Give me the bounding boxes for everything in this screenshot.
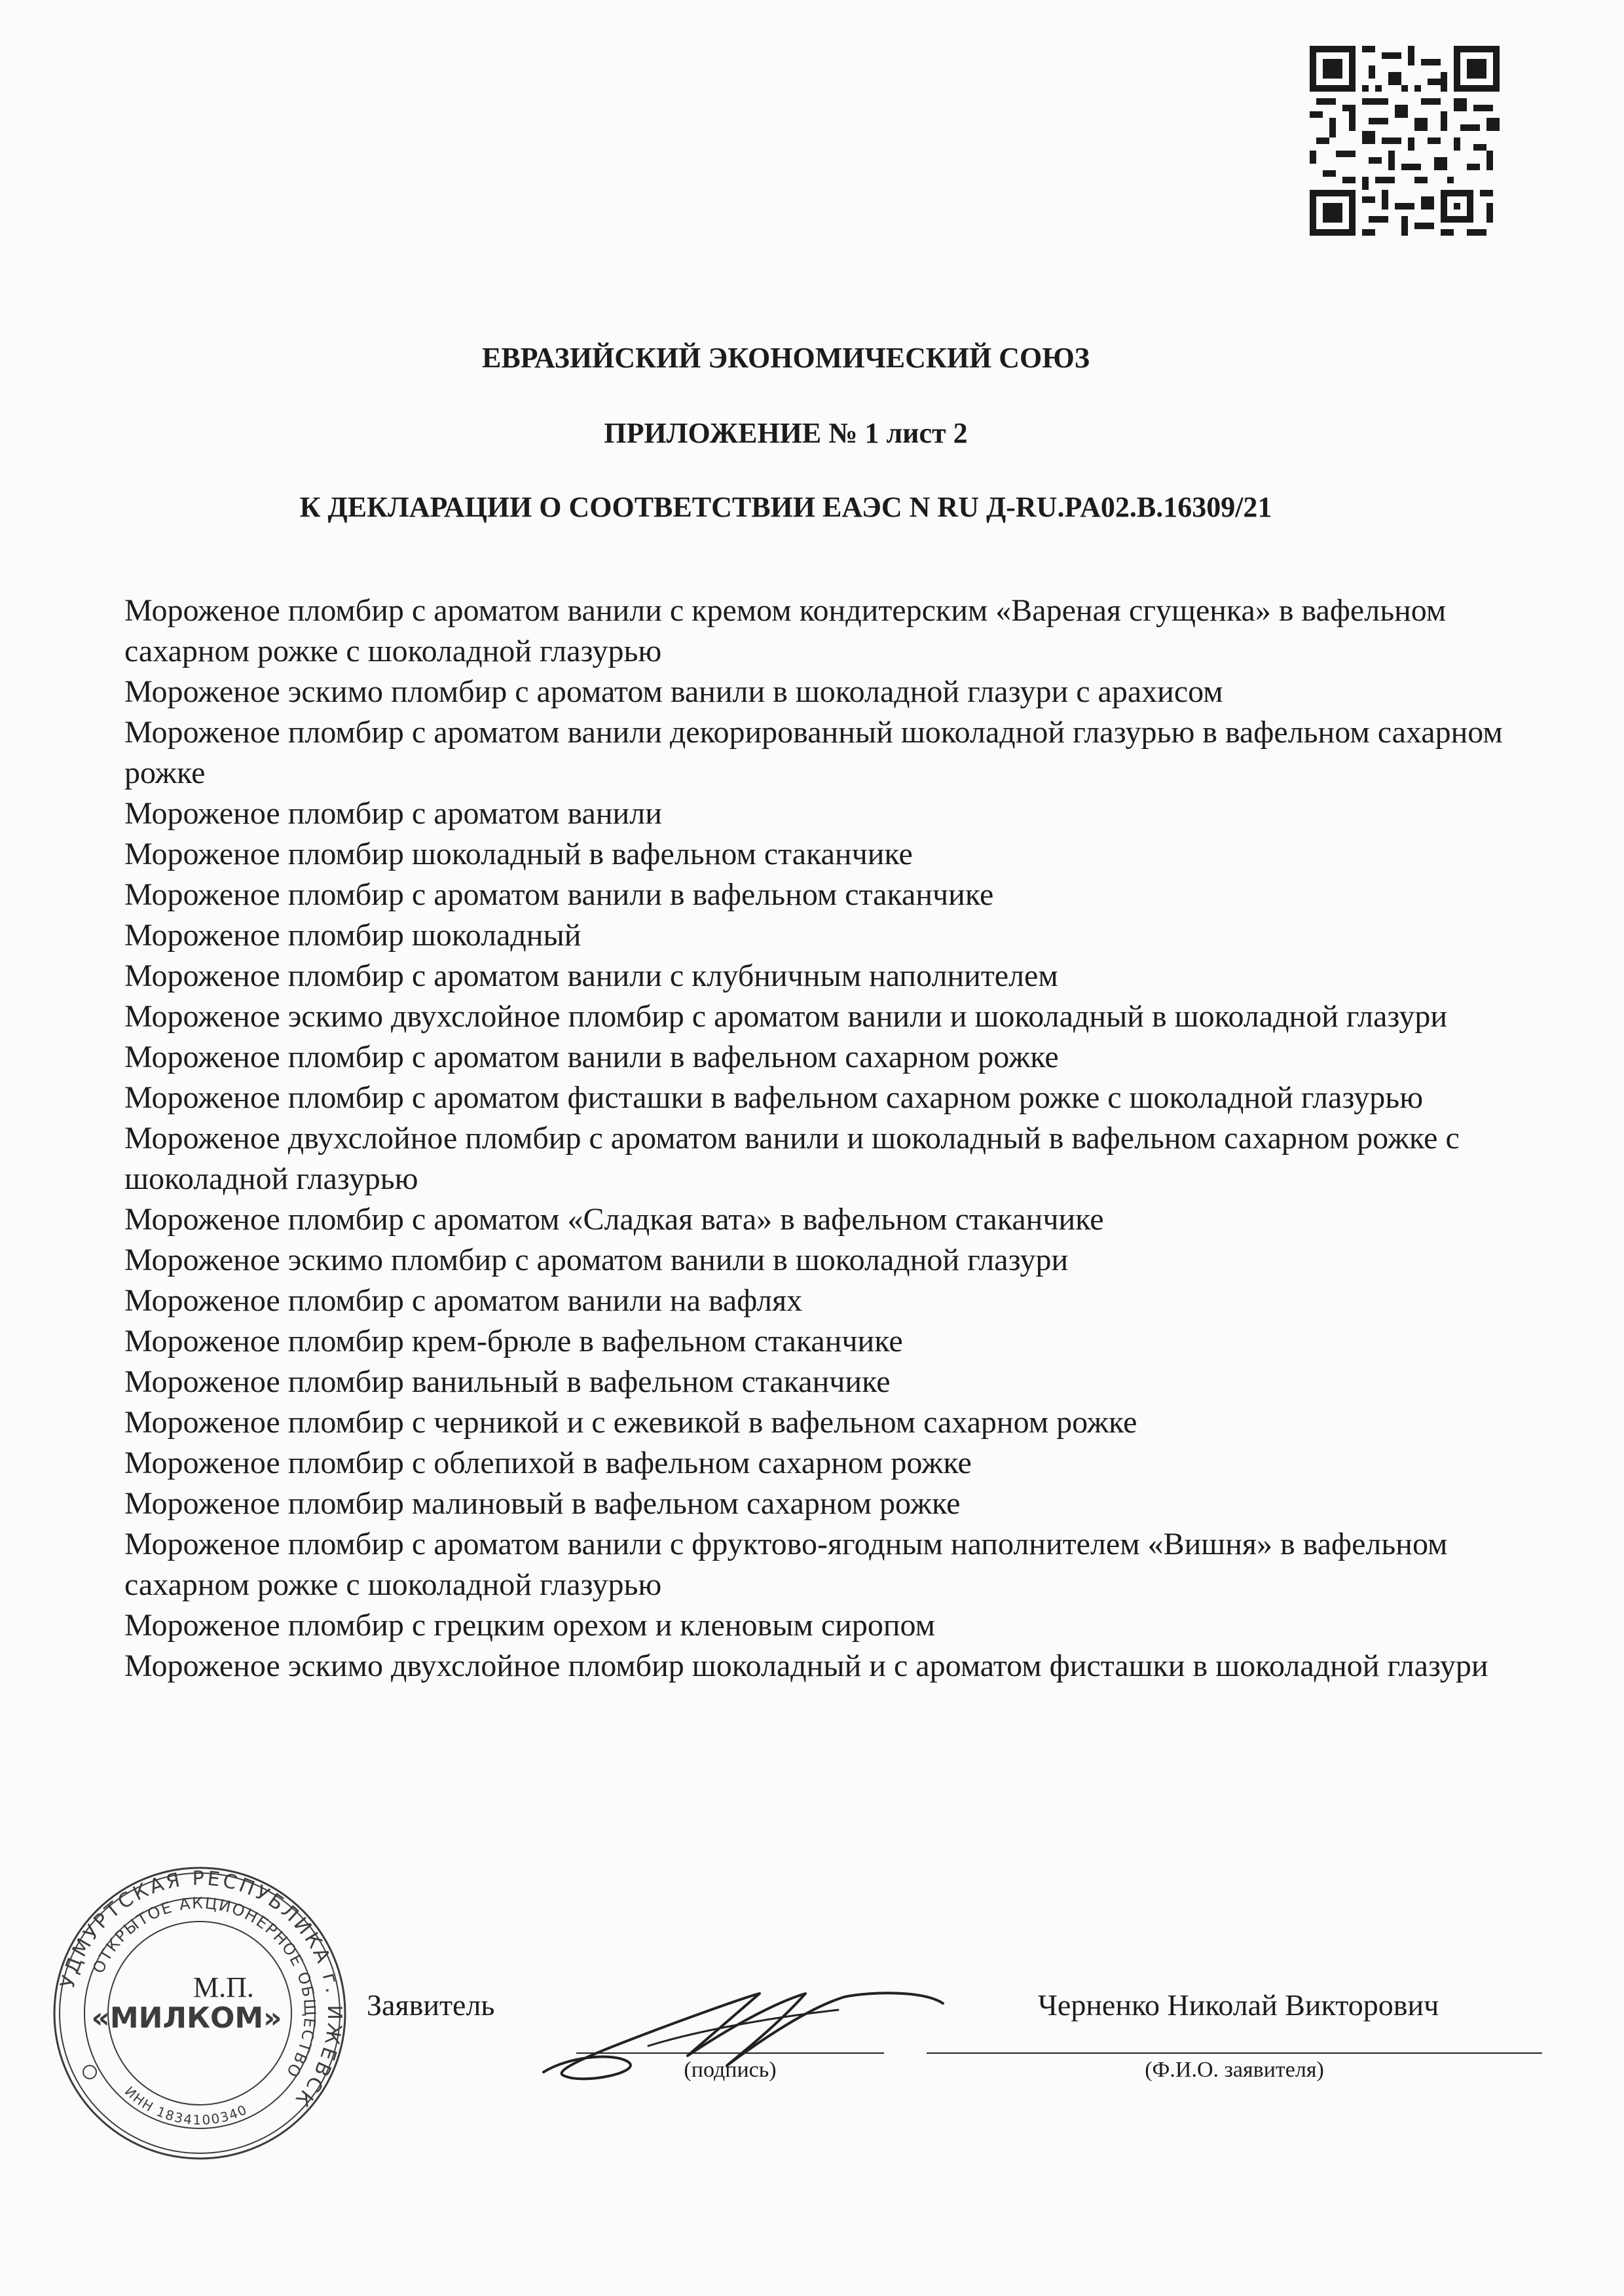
declaration-title: К ДЕКЛАРАЦИИ О СООТВЕТСТВИИ ЕАЭС N RU Д-RU.PA02.B.16309/21 — [299, 491, 1272, 523]
product-item: Мороженое эскимо двухслойное пломбир с ароматом ванили и шоколадный в шоколадной глазури — [124, 999, 1448, 1034]
applicant-name: Черненко Николай Викторович — [1038, 1988, 1439, 2022]
product-item: Мороженое пломбир с ароматом ванили — [124, 796, 662, 831]
product-item: Мороженое пломбир шоколадный — [124, 918, 581, 953]
product-item: Мороженое пломбир малиновый в вафельном сахарном рожке — [124, 1486, 961, 1521]
product-item: Мороженое двухслойное пломбир с ароматом ванили и шоколадный в вафельном сахарном рожке с шоколадной глазурью — [124, 1121, 1460, 1196]
registered-mark-icon — [83, 2066, 96, 2079]
product-item: Мороженое пломбир с ароматом ванили декорированный шоколадной глазурью в вафельном сахарном рожке — [124, 715, 1503, 790]
stamp-outer-text: УДМУРТСКАЯ РЕСПУБЛИКА г. ИЖЕВСК — [56, 1867, 346, 2113]
signature-line — [576, 2052, 884, 2054]
product-item: Мороженое пломбир с ароматом «Сладкая вата» в вафельном стаканчике — [124, 1202, 1104, 1237]
product-item: Мороженое пломбир с ароматом ванили с кремом кондитерским «Вареная сгущенка» в вафельном сахарном рожке с шоколадной глазурью — [124, 593, 1447, 668]
product-item: Мороженое пломбир шоколадный в вафельном стаканчике — [124, 837, 913, 871]
name-caption: (Ф.И.О. заявителя) — [1145, 2058, 1324, 2082]
product-item: Мороженое пломбир с ароматом ванили в вафельном стаканчике — [124, 877, 994, 912]
product-item: Мороженое эскимо двухслойное пломбир шоколадный и с ароматом фисташки в шоколадной глазури — [124, 1649, 1488, 1683]
product-item: Мороженое эскимо пломбир с ароматом ванили в шоколадной глазури с арахисом — [124, 674, 1223, 709]
applicant-label: Заявитель — [367, 1988, 495, 2022]
product-item: Мороженое пломбир с черникой и с ежевикой в вафельном сахарном рожке — [124, 1405, 1137, 1440]
svg-text:ИНН 1834100340 — [122, 2083, 250, 2128]
company-stamp — [49, 1863, 350, 2164]
union-title: ЕВРАЗИЙСКИЙ ЭКОНОМИЧЕСКИЙ СОЮЗ — [481, 342, 1090, 374]
qr-code — [1310, 46, 1500, 236]
product-item: Мороженое эскимо пломбир с ароматом ванили в шоколадной глазури — [124, 1243, 1069, 1277]
product-item: Мороженое пломбир с ароматом ванили на вафлях — [124, 1283, 803, 1318]
product-item: Мороженое пломбир с ароматом ванили с клубничным наполнителем — [124, 958, 1058, 993]
product-item: Мороженое пломбир с грецким орехом и кленовым сиропом — [124, 1608, 935, 1643]
product-list — [124, 591, 1539, 1686]
product-item: Мороженое пломбир крем-брюле в вафельном стаканчике — [124, 1324, 903, 1358]
product-item: Мороженое пломбир с ароматом ванили с фруктово-ягодным наполнителем «Вишня» в вафельном сахарном рожке с шоколадной глазурью — [124, 1527, 1448, 1602]
product-item: Мороженое пломбир с облепихой в вафельном сахарном рожке — [124, 1446, 972, 1480]
stamp-mp-label: М.П. — [193, 1971, 254, 2003]
stamp-company-name: «МИЛКОМ» — [91, 2001, 282, 2035]
name-line — [927, 2052, 1542, 2054]
appendix-title: ПРИЛОЖЕНИЕ № 1 лист 2 — [604, 417, 968, 449]
stamp-inner-text: ОТКРЫТОЕ АКЦИОНЕРНОЕ ОБЩЕСТВО — [89, 1893, 320, 2082]
product-item: Мороженое пломбир ванильный в вафельном стаканчике — [124, 1364, 891, 1399]
stamp-inn-text: ИНН 1834100340 — [121, 2083, 250, 2128]
product-item: Мороженое пломбир с ароматом фисташки в вафельном сахарном рожке с шоколадной глазурью — [124, 1080, 1424, 1115]
product-item: Мороженое пломбир с ароматом ванили в вафельном сахарном рожке — [124, 1040, 1059, 1074]
signature-caption: (подпись) — [684, 2058, 777, 2082]
